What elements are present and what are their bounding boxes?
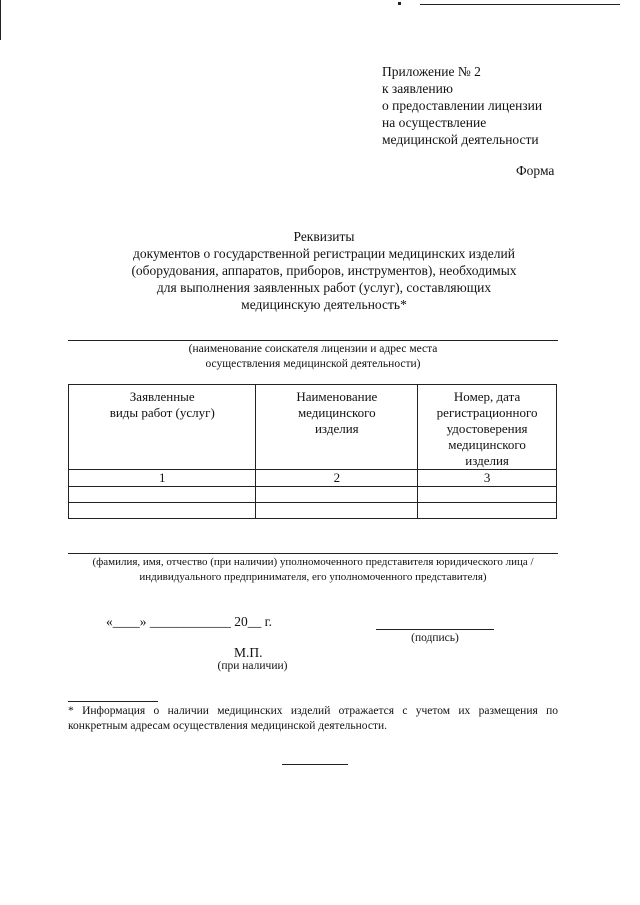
- table-cell[interactable]: [418, 487, 557, 503]
- seal-label: М.П.: [234, 645, 263, 660]
- table-cell[interactable]: [418, 503, 557, 519]
- column-number: 3: [418, 470, 557, 487]
- header-device-name: [256, 385, 418, 470]
- table-cell[interactable]: [256, 503, 418, 519]
- table-cell[interactable]: [69, 487, 256, 503]
- signature-line[interactable]: [376, 629, 494, 630]
- signature-caption: (подпись): [411, 632, 459, 644]
- table-row: [69, 487, 557, 503]
- title-line: (оборудования, аппаратов, приборов, инструментов), необходимых: [131, 263, 517, 278]
- title-line: документов о государственной регистрации медицинских изделий: [133, 246, 515, 261]
- document-title: [60, 228, 588, 313]
- scan-mark-top-right: [420, 4, 620, 5]
- column-number: 2: [256, 470, 418, 487]
- table-cell[interactable]: [256, 487, 418, 503]
- header-line: изделия: [465, 453, 509, 468]
- footnote-separator: [68, 701, 158, 702]
- annex-block: [382, 63, 542, 148]
- table-number-row: [69, 470, 557, 487]
- column-number: 1: [69, 470, 256, 487]
- title-line: медицинскую деятельность*: [241, 297, 407, 312]
- annex-line: о предоставлении лицензии: [382, 98, 543, 113]
- seal-note: (при наличии): [217, 660, 288, 672]
- title-line: Реквизиты: [293, 229, 355, 244]
- table-header-row: [69, 385, 557, 470]
- header-line: медицинского: [448, 437, 526, 452]
- header-line: регистрационного: [436, 405, 538, 420]
- date-field[interactable]: «____» ____________ 20__ г.: [106, 614, 273, 629]
- bottom-mark-line: [282, 764, 348, 765]
- annex-line: на осуществление: [382, 115, 487, 130]
- form-label: Форма: [516, 163, 555, 178]
- header-line: медицинского: [297, 405, 376, 420]
- header-line: изделия: [314, 421, 359, 436]
- header-line: Заявленные: [129, 389, 195, 404]
- scan-mark-top-dot: [398, 2, 401, 5]
- caption-line: осуществления медицинской деятельности): [205, 358, 421, 370]
- applicant-caption: [68, 342, 558, 372]
- representative-fill-line[interactable]: [68, 553, 558, 554]
- caption-line: индивидуального предпринимателя, его уполномоченного представителя): [139, 571, 487, 583]
- header-declared-works: [69, 385, 256, 470]
- annex-line: к заявлению: [382, 81, 453, 96]
- caption-line: (фамилия, имя, отчество (при наличии) уполномоченного представителя юридического лица /: [92, 556, 534, 568]
- representative-caption: [60, 555, 566, 585]
- table-cell[interactable]: [69, 503, 256, 519]
- header-line: Наименование: [296, 389, 378, 404]
- footnote-text: * Информация о наличии медицинских изделий отражается с учетом их размещения по конкретным адресам осуществления медицинской деятельности.: [68, 705, 558, 732]
- header-registration-certificate: [418, 385, 557, 470]
- title-line: для выполнения заявленных работ (услуг), составляющих: [156, 280, 492, 295]
- header-line: удостоверения: [446, 421, 528, 436]
- annex-line: Приложение № 2: [382, 64, 481, 79]
- applicant-fill-line[interactable]: [68, 340, 558, 341]
- scan-mark-left: [0, 0, 1, 40]
- annex-line: медицинской деятельности: [382, 132, 539, 147]
- table-row: [69, 503, 557, 519]
- requisites-table: [68, 384, 557, 519]
- header-line: виды работ (услуг): [109, 405, 215, 420]
- caption-line: (наименование соискателя лицензии и адрес места: [188, 343, 438, 355]
- header-line: Номер, дата: [453, 389, 521, 404]
